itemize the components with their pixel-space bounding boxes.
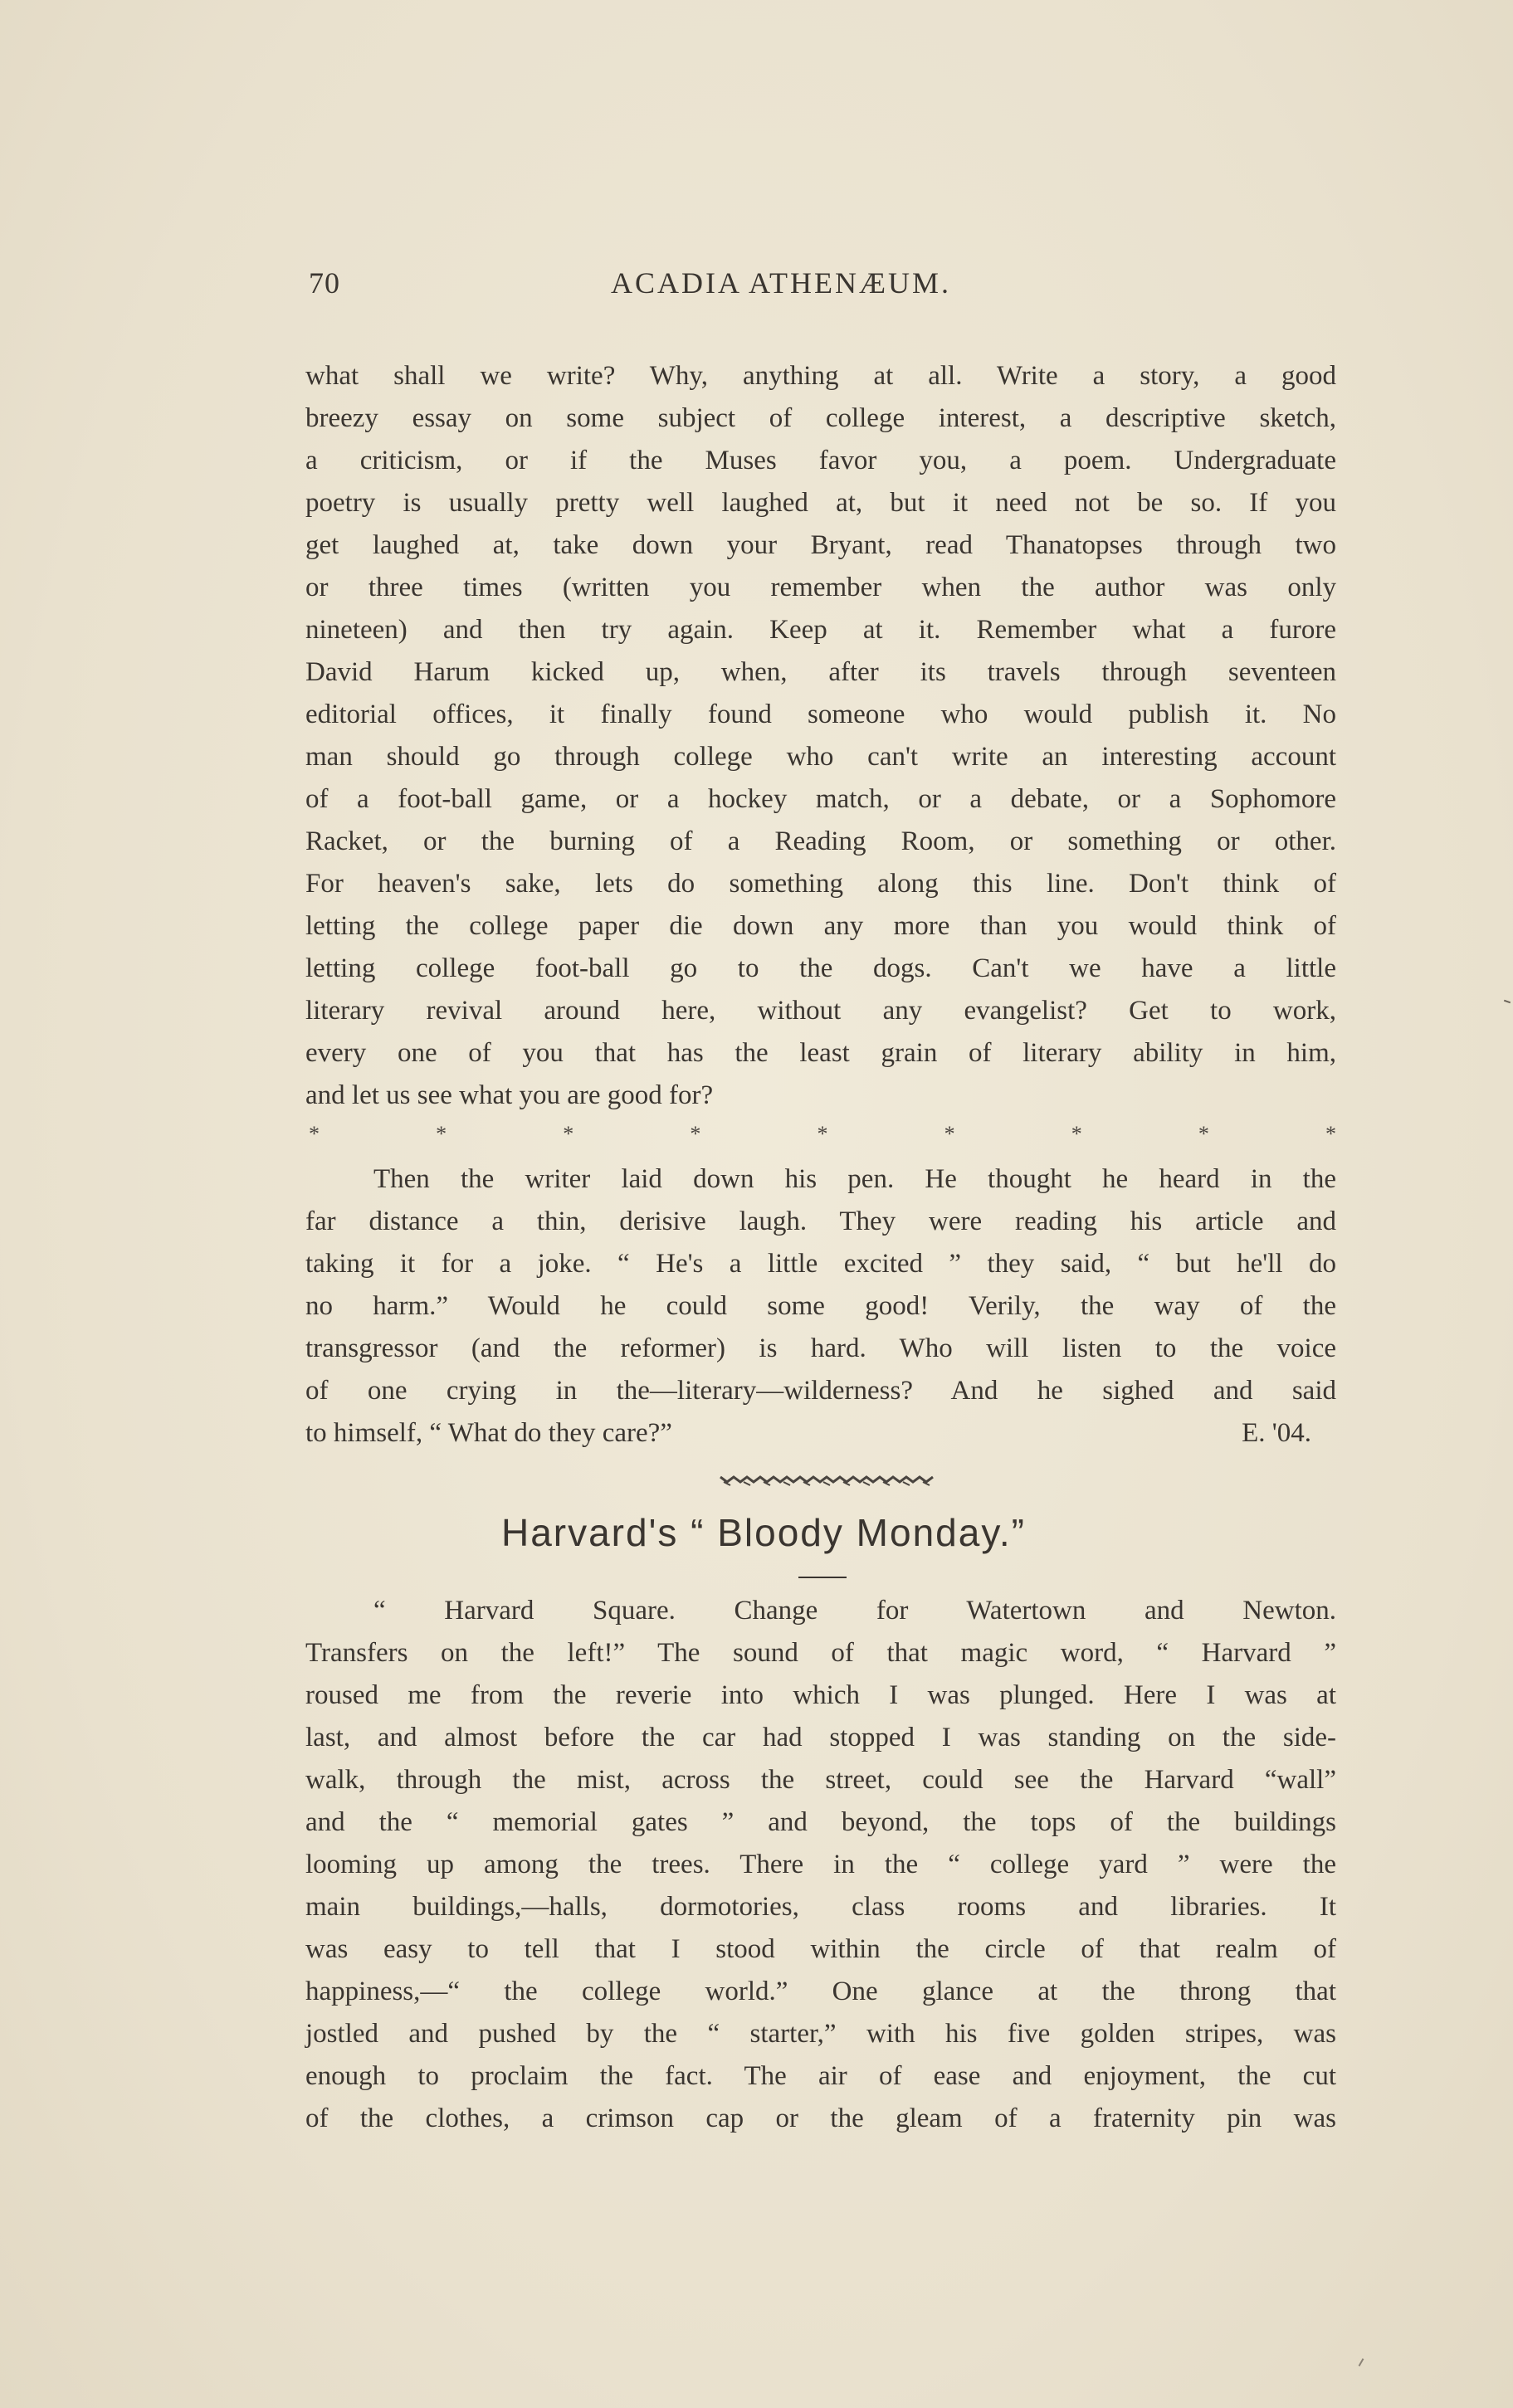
text-line: David Harum kicked up, when, after its travels through seventeen [305, 657, 1336, 687]
text-line: what shall we write? Why, anything at all. Write a story, a good [305, 361, 1336, 391]
text-line: breezy essay on some subject of college interest, a descriptive sketch, [305, 403, 1336, 433]
text-line: letting the college paper die down any more than you would think of [305, 911, 1336, 941]
text-line: For heaven's sake, lets do something along this line. Don't think of [305, 869, 1336, 899]
text-line: literary revival around here, without any evangelist? Get to work, [305, 996, 1336, 1026]
text-line: transgressor (and the reformer) is hard. Who will listen to the voice [305, 1333, 1336, 1363]
text-line: enough to proclaim the fact. The air of ease and enjoyment, the cut [305, 2061, 1336, 2091]
asterisk: * [563, 1122, 574, 1146]
asterisk: * [944, 1122, 955, 1146]
text-line: jostled and pushed by the “ starter,” with his five golden stripes, was [305, 2019, 1336, 2049]
text-line: of a foot-ball game, or a hockey match, or a debate, or a Sophomore [305, 784, 1336, 814]
asterisk: * [1325, 1122, 1336, 1146]
text-line: Racket, or the burning of a Reading Room, or something or other. [305, 826, 1336, 856]
paper-mark [1359, 2358, 1364, 2367]
text-line: letting college foot-ball go to the dogs. Can't we have a little [305, 953, 1336, 983]
essay-continuation [305, 355, 1336, 1117]
signature-line [305, 1412, 1336, 1455]
author-signature: E. '04. [1242, 1418, 1311, 1448]
paper-mark [1504, 1000, 1511, 1004]
asterisk: * [309, 1122, 320, 1146]
text-line: every one of you that has the least grain of literary ability in him, [305, 1038, 1336, 1068]
text-line: or three times (written you remember when the author was only [305, 573, 1336, 602]
text-line: man should go through college who can't write an interesting account [305, 742, 1336, 772]
text-line: last, and almost before the car had stopped I was standing on the side- [305, 1723, 1336, 1752]
asterisk-separator [309, 1122, 1336, 1147]
asterisk: * [1198, 1122, 1209, 1146]
asterisk: * [436, 1122, 447, 1146]
running-title: ACADIA ATHENÆUM. [611, 266, 952, 300]
text-line: nineteen) and then try again. Keep at it. Remember what a furore [305, 615, 1336, 645]
text-line: a criticism, or if the Muses favor you, a poem. Undergraduate [305, 446, 1336, 475]
text-line: to himself, “ What do they care?” [305, 1418, 672, 1448]
title-rule [798, 1577, 847, 1578]
text-line: taking it for a joke. “ He's a little excited ” they said, “ but he'll do [305, 1249, 1336, 1279]
text-line: far distance a thin, derisive laugh. They were reading his article and [305, 1206, 1336, 1236]
decorative-ornament [719, 1472, 936, 1489]
asterisk: * [1071, 1122, 1082, 1146]
article-title: Harvard's “ Bloody Monday.” [500, 1511, 1027, 1554]
text-line: looming up among the trees. There in the “ college yard ” were the [305, 1850, 1336, 1879]
text-line: of one crying in the—literary—wilderness? And he sighed and said [305, 1376, 1336, 1406]
closing-paragraph [305, 1158, 1336, 1455]
text-line: and the “ memorial gates ” and beyond, the tops of the buildings [305, 1807, 1336, 1837]
page-number: 70 [309, 266, 340, 300]
asterisk: * [817, 1122, 828, 1146]
text-line: poetry is usually pretty well laughed at, but it need not be so. If you [305, 488, 1336, 518]
text-line: no harm.” Would he could some good! Verily, the way of the [305, 1291, 1336, 1321]
text-line: Then the writer laid down his pen. He thought he heard in the [373, 1164, 1336, 1194]
text-line: get laughed at, take down your Bryant, read Thanatopses through two [305, 530, 1336, 560]
text-line: of the clothes, a crimson cap or the gleam of a fraternity pin was [305, 2103, 1336, 2133]
page-header [309, 266, 1338, 315]
text-line: “ Harvard Square. Change for Watertown and Newton. [373, 1596, 1336, 1626]
text-line: roused me from the reverie into which I was plunged. Here I was at [305, 1680, 1336, 1710]
text-line: and let us see what you are good for? [305, 1080, 714, 1110]
text-line: editorial offices, it finally found someone who would publish it. No [305, 699, 1336, 729]
article-body [305, 1590, 1336, 2140]
asterisk: * [690, 1122, 701, 1146]
text-line: was easy to tell that I stood within the circle of that realm of [305, 1934, 1336, 1964]
text-line: happiness,—“ the college world.” One glance at the throng that [305, 1977, 1336, 2006]
text-line: main buildings,—halls, dormotories, class rooms and libraries. It [305, 1892, 1336, 1922]
text-line: walk, through the mist, across the street, could see the Harvard “wall” [305, 1765, 1336, 1795]
text-line: Transfers on the left!” The sound of that magic word, “ Harvard ” [305, 1638, 1336, 1668]
